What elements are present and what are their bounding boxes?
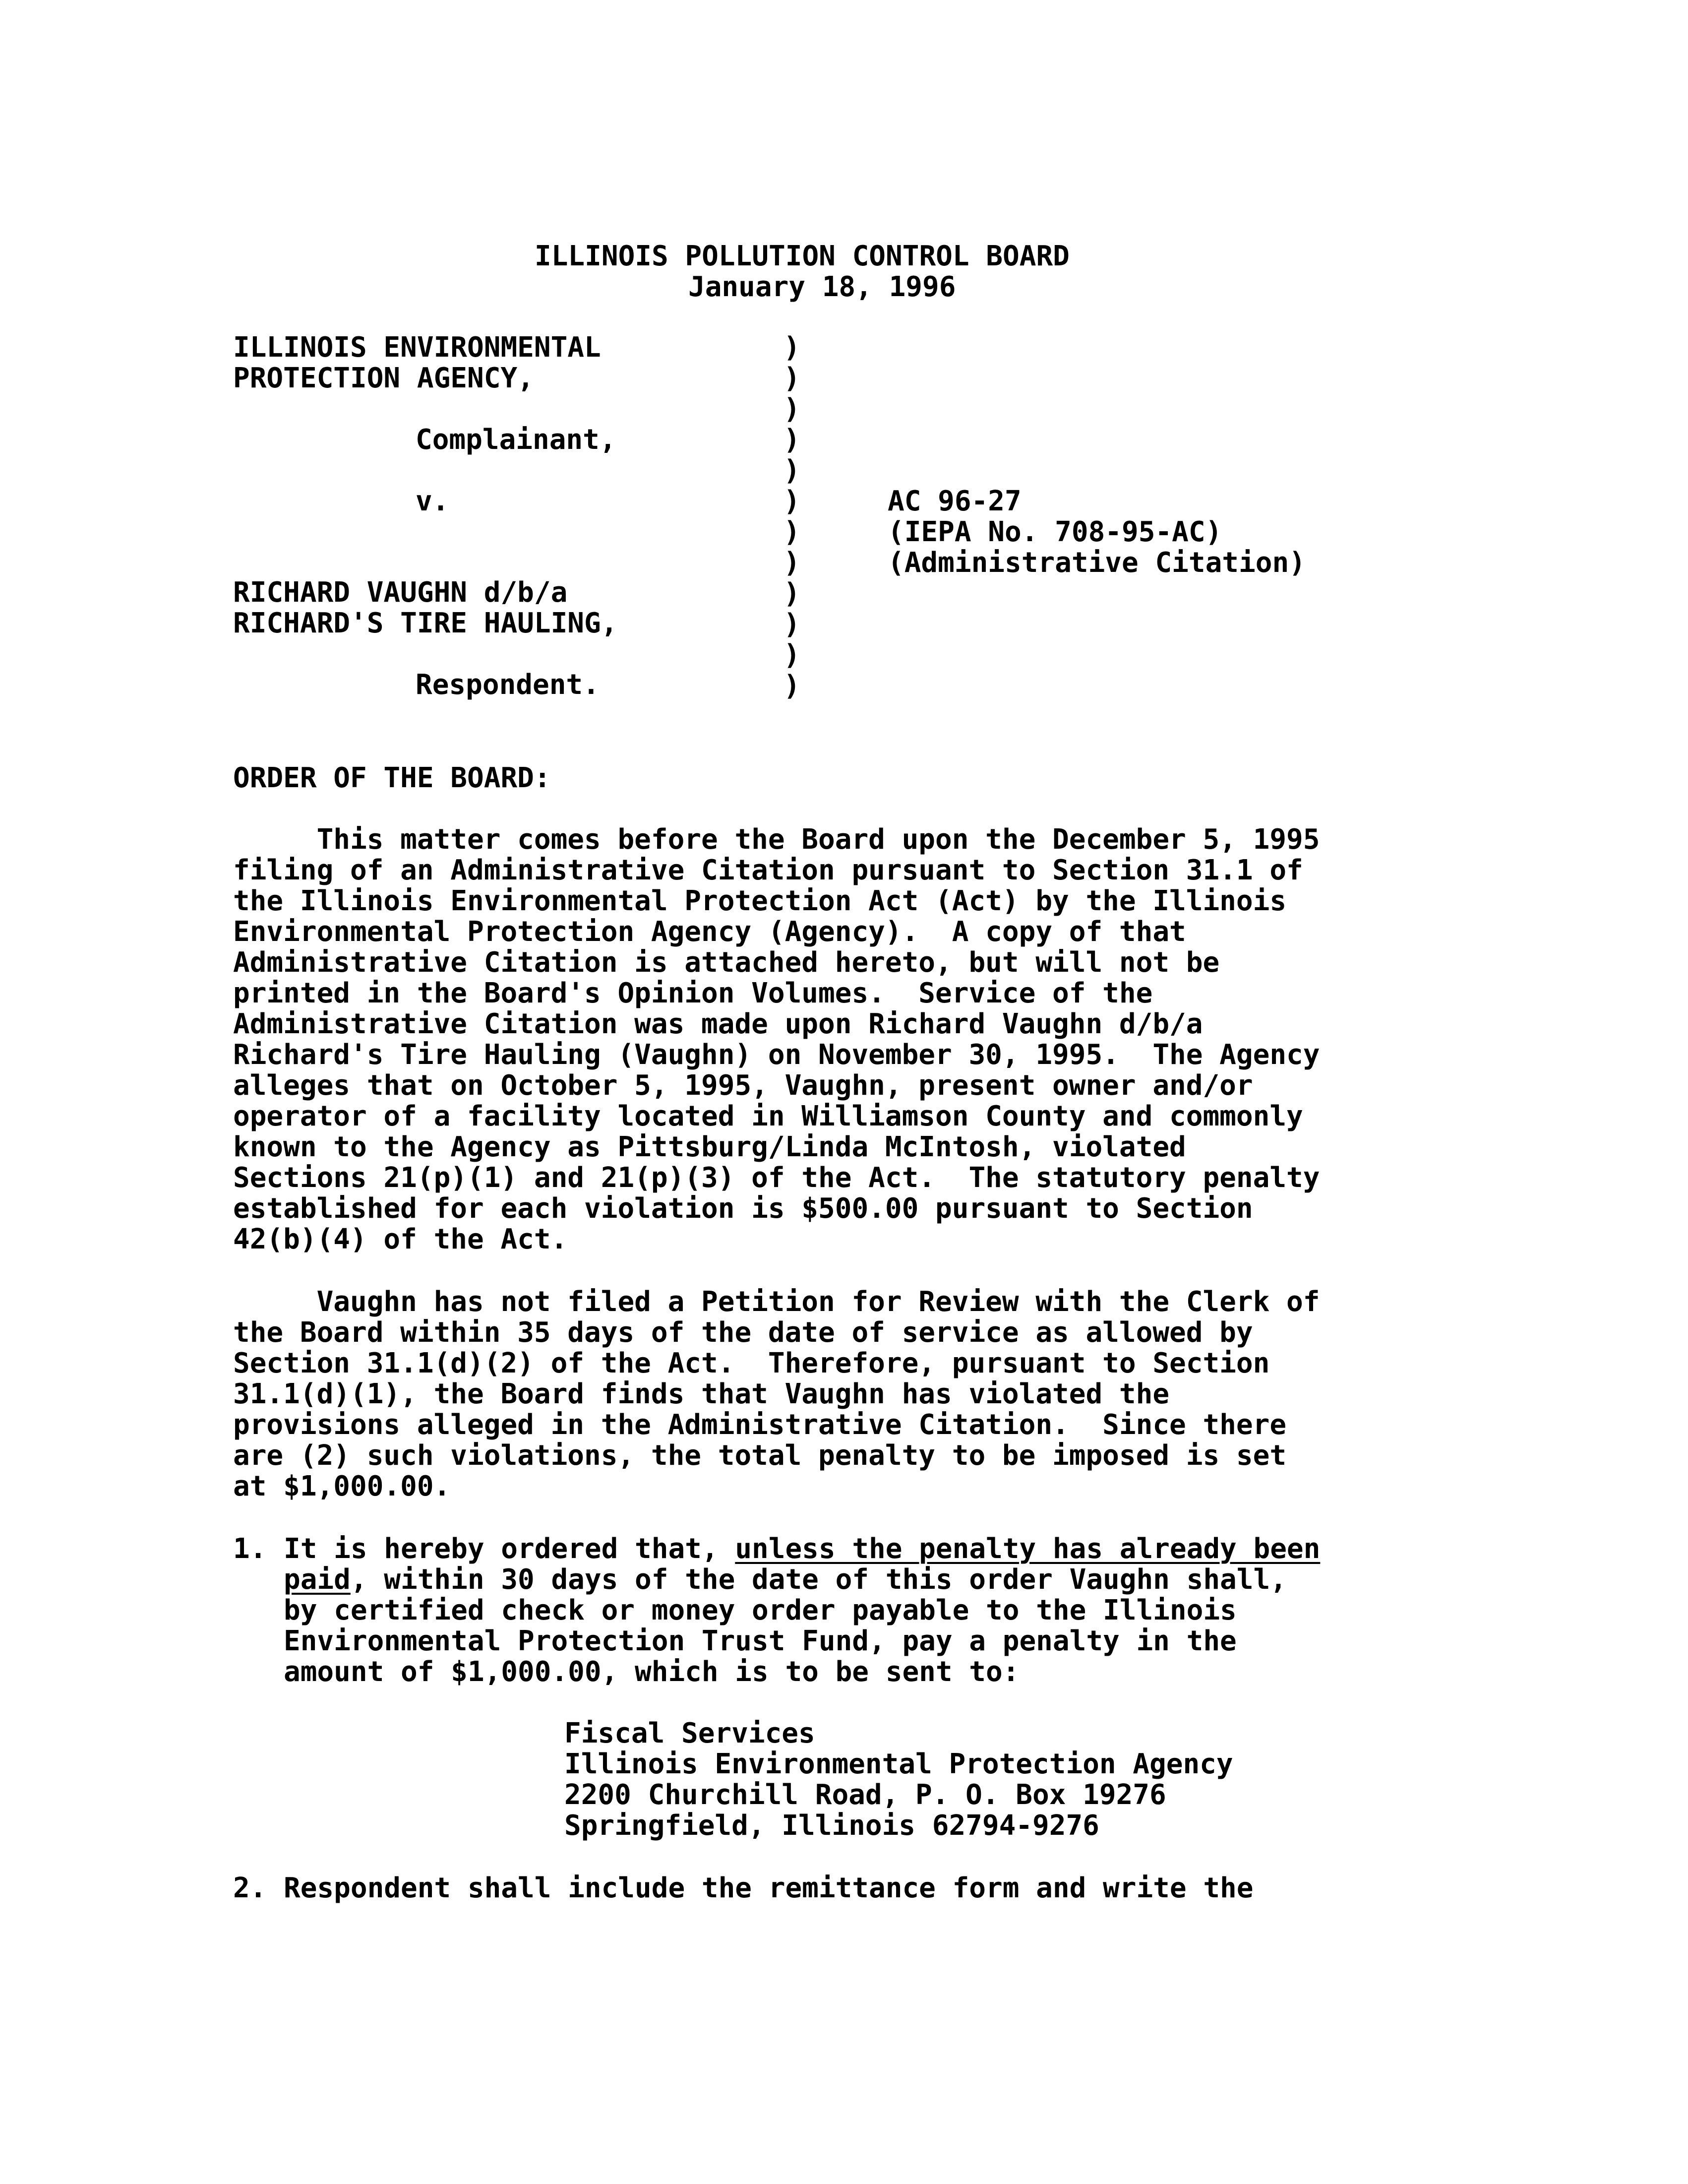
board-name: ILLINOIS POLLUTION CONTROL BOARD: [535, 240, 1070, 272]
item-text: It is hereby ordered that,: [284, 1533, 735, 1565]
versus: v.: [416, 485, 449, 517]
paragraph-line: established for each violation is $500.00 pursuant to Section: [233, 1192, 1253, 1225]
paragraph-line: Section 31.1(d)(2) of the Act. Therefore, pursuant to Section: [233, 1347, 1270, 1379]
paragraph-line: operator of a facility located in Williamson County and commonly: [233, 1100, 1303, 1132]
address-line: Springfield, Illinois 62794-9276: [564, 1810, 1099, 1842]
caption-paren: ): [784, 639, 800, 671]
caption-paren: ): [784, 516, 800, 548]
caption-paren: ): [784, 608, 800, 640]
item-line: Environmental Protection Trust Fund, pay a penalty in the: [284, 1625, 1237, 1657]
paragraph-line: at $1,000.00.: [233, 1470, 451, 1502]
paragraph-line: known to the Agency as Pittsburg/Linda McIntosh, violated: [233, 1131, 1186, 1163]
item-number: 2.: [233, 1872, 267, 1904]
case-type: (Administrative Citation): [888, 547, 1306, 579]
paragraph-line: the Illinois Environmental Protection Act (Act) by the Illinois: [233, 885, 1287, 917]
caption-paren: ): [784, 331, 800, 364]
caption-paren: ): [784, 454, 800, 487]
underlined-condition: unless the penalty has already been: [735, 1533, 1321, 1565]
case-number: AC 96-27: [888, 485, 1022, 517]
caption-paren: ): [784, 670, 800, 702]
paragraph-line: Vaughn has not filed a Petition for Review with the Clerk of: [233, 1286, 1320, 1318]
paragraph-line: alleges that on October 5, 1995, Vaughn, present owner and/or: [233, 1069, 1253, 1102]
complainant-name-line1: ILLINOIS ENVIRONMENTAL: [233, 331, 601, 364]
address-line: Fiscal Services: [564, 1717, 815, 1749]
respondent-name-line1: RICHARD VAUGHN d/b/a: [233, 576, 568, 609]
paragraph-line: Richard's Tire Hauling (Vaughn) on November 30, 1995. The Agency: [233, 1039, 1320, 1071]
paragraph-line: printed in the Board's Opinion Volumes. Service of the: [233, 977, 1153, 1009]
item-text: , within 30 days of the date of this order Vaughn shall,: [350, 1563, 1287, 1596]
item-line: [284, 1564, 1287, 1595]
address-line: Illinois Environmental Protection Agency: [564, 1748, 1233, 1780]
caption-paren: ): [784, 393, 800, 425]
paragraph-line: provisions alleged in the Administrative Citation. Since there: [233, 1409, 1287, 1441]
underlined-condition: paid: [284, 1563, 351, 1596]
order-date: January 18, 1996: [688, 271, 956, 303]
item-line: [284, 1534, 1320, 1564]
caption-paren: ): [784, 485, 800, 517]
paragraph-line: This matter comes before the Board upon the December 5, 1995: [233, 823, 1320, 856]
paragraph-line: 42(b)(4) of the Act.: [233, 1223, 568, 1255]
paragraph-line: Sections 21(p)(1) and 21(p)(3) of the Act. The statutory penalty: [233, 1162, 1320, 1194]
paragraph-line: filing of an Administrative Citation pursuant to Section 31.1 of: [233, 854, 1303, 886]
item-line: Respondent shall include the remittance form and write the: [284, 1872, 1254, 1904]
complainant-name-line2: PROTECTION AGENCY,: [233, 362, 534, 394]
complainant-role: Complainant,: [416, 424, 616, 456]
paragraph-line: 31.1(d)(1), the Board finds that Vaughn has violated the: [233, 1378, 1170, 1410]
item-line: by certified check or money order payable to the Illinois: [284, 1594, 1237, 1626]
caption-paren: ): [784, 424, 800, 456]
iepa-number: (IEPA No. 708-95-AC): [888, 516, 1222, 548]
order-heading: ORDER OF THE BOARD:: [233, 762, 551, 794]
paragraph-line: are (2) such violations, the total penalty to be imposed is set: [233, 1439, 1287, 1472]
paragraph-line: Environmental Protection Agency (Agency). A copy of that: [233, 916, 1186, 948]
caption-paren: ): [784, 577, 800, 610]
respondent-name-line2: RICHARD'S TIRE HAULING,: [233, 607, 618, 639]
paragraph-line: Administrative Citation is attached hereto, but will not be: [233, 946, 1220, 979]
paragraph-line: the Board within 35 days of the date of service as allowed by: [233, 1316, 1253, 1349]
item-line: amount of $1,000.00, which is to be sent to:: [284, 1656, 1020, 1688]
caption-paren: ): [784, 362, 800, 394]
address-line: 2200 Churchill Road, P. O. Box 19276: [564, 1779, 1166, 1811]
respondent-role: Respondent.: [416, 669, 600, 701]
paragraph-line: Administrative Citation was made upon Richard Vaughn d/b/a: [233, 1008, 1203, 1040]
caption-paren: ): [784, 547, 800, 579]
item-number: 1.: [233, 1533, 267, 1565]
